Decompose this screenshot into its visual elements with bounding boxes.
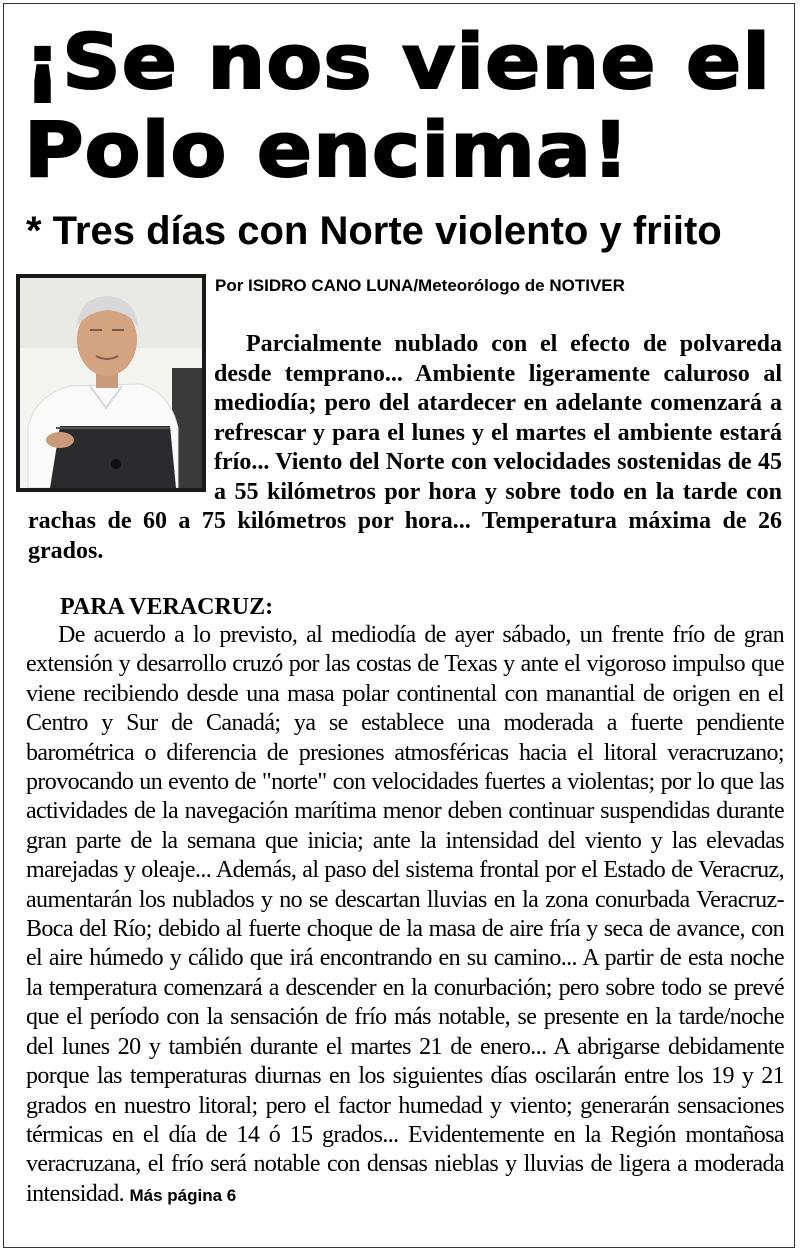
lead-paragraph <box>28 330 782 566</box>
section-heading: PARA VERACRUZ: <box>60 594 274 620</box>
photo-spacer <box>28 330 212 502</box>
subheadline: * Tres días con Norte violento y friito <box>26 209 722 253</box>
lead-bold-text: Parcialmente nublado con el efecto de polvareda desde temprano... Ambiente ligeramente caluroso al mediodía; pero del atardecer en adelante comenzará a refrescar y para el lunes y el martes el ambiente estará frío... Viento del Norte con velocidades sostenidas de 45 a 55 kilómetros por hora y sobre todo en la tarde con rachas de 60 a 75 kilómetros por hora... Temperatura máxima de 26 grados <box>28 331 782 564</box>
continuation-note: Más página 6 <box>129 1185 237 1205</box>
lead-tail: . <box>97 537 104 564</box>
body-paragraph <box>26 621 784 1210</box>
headline: ¡Se nos viene el Polo encima! <box>24 17 772 194</box>
byline: Por ISIDRO CANO LUNA/Meteorólogo de NOTIVER <box>215 276 625 295</box>
body-text: De acuerdo a lo previsto, al mediodía de ayer sábado, un frente frío de gran extensión y desarrollo cruzó por las costas de Texas y ante el vigoroso impulso que viene recibiendo desde una masa polar continental con manantial de origen en el Centro y Sur de Canadá; ya se establece una moderada a fuerte pendiente barométrica o diferencia de presiones atmosféricas hacia el litoral veracruzano; provocando un evento de "norte" con velocidades fuertes a violentas; por lo que las actividades de la navegación marítima menor deben continuar suspendidas durante gran parte de la semana que inicia; ante la intensidad del viento y las elevadas marejadas y oleaje... Además, al paso del sistema frontal por el Estado de Veracruz, aumentarán los nublados y no se descartan lluvias en la zona conurbada Veracruz-Boca del Río; debido al fuerte choque de la masa de aire fría y seca de avance, con el aire húmedo y cálido que irá encontrando en su camino... A partir de esta noche la temperatura comenzará a descender en la conurbación; pero sobre todo se prevé que el período con la sensación de frío más notable, se presente en la tarde/noche del lunes 20 y también durante el martes 21 de enero... A abrigarse debidamente porque las temperaturas diurnas en los siguientes días oscilarán entre los 19 y 21 grados en nuestro litoral; pero el factor humedad y viento; generarán sensaciones térmicas en el día de 14 ó 15 grados... Evidentemente en la Región montañosa veracruzana, el frío será notable con densas nieblas y lluvias de ligera a moderada intensidad. <box>26 622 784 1207</box>
